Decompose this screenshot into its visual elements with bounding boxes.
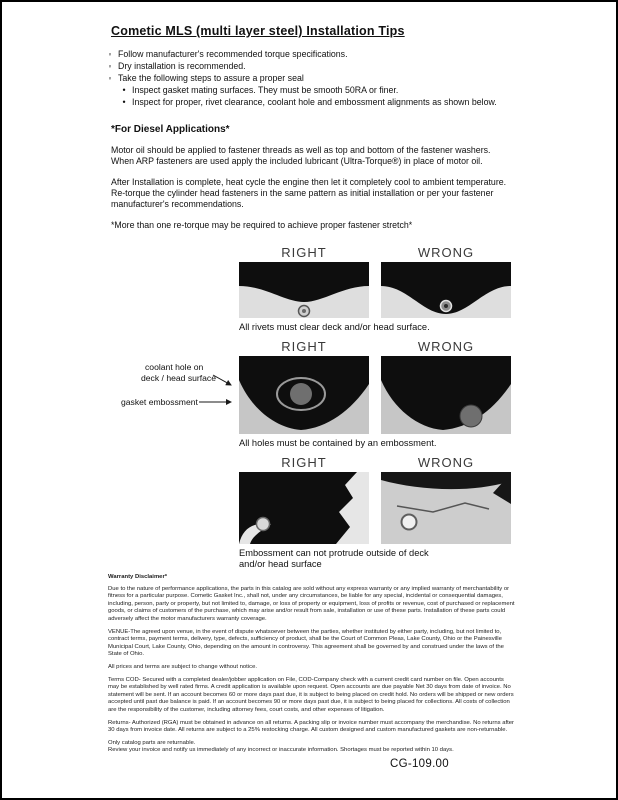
bullet-icon: ◦ [108, 49, 112, 59]
diagram-row-header [239, 455, 511, 470]
diagram-caption: Embossment can not protrude outside of deck and/or head surface [239, 548, 429, 569]
page-title: Cometic MLS (multi layer steel) Installation Tips [111, 24, 405, 38]
bolt-hole-icon [402, 515, 417, 530]
rivet-wrong-panel [381, 262, 511, 318]
tip-bullet [107, 72, 519, 84]
coolant-hole-icon [460, 405, 482, 427]
rivet-right-panel [239, 262, 369, 318]
tip-bullet [107, 48, 519, 60]
returnable-note: Only catalog parts are returnable. [108, 739, 196, 746]
tip-bullet [107, 60, 519, 72]
tip-text: Take the following steps to assure a proper seal [118, 73, 304, 83]
bullet-icon: ◦ [108, 73, 112, 83]
sub-bullet-icon: • [122, 97, 126, 107]
coolant-hole-label-line2: deck / head surface [141, 373, 217, 383]
warranty-disclaimer [108, 574, 516, 755]
right-label: RIGHT [281, 339, 327, 354]
tip-text: Follow manufacturer's recommended torque specifications. [118, 49, 348, 59]
tip-sub-bullet [121, 96, 519, 108]
diesel-paragraph-2: After Installation is complete, heat cycle the engine then let it completely cool to ambient temperature. Re-torque the cylinder head fasteners in the same pattern as initial installation or per your fastener manufacturer's recommendations. [111, 177, 507, 209]
diesel-paragraph-1: Motor oil should be applied to fastener threads as well as top and bottom of the fastener washers. When ARP fasteners are used apply the included lubricant (Ultra-Torque®) in place of motor oil. [111, 145, 491, 166]
embossment-wrong-panel [381, 356, 511, 434]
diagram-caption: All rivets must clear deck and/or head surface. [239, 322, 430, 332]
tips-sub-list [121, 84, 519, 108]
diagram-row-rivets [239, 245, 511, 332]
page-code: CG-109.00 [390, 758, 449, 770]
bolt-hole-icon [257, 518, 270, 531]
wrong-label: WRONG [417, 245, 475, 260]
diagram-caption: All holes must be contained by an embossment. [239, 438, 437, 448]
warranty-paragraph: Due to the nature of performance applications, the parts in this catalog are sold without any express warranty or any implied warranty of merchantability or fitness for a particular purpose. Cometic Gasket Inc., shall not, under any circumstances, be liable for any special, incidental or consequential damages, including, person, party or property, but not limited to, damage, or loss of property or equipment, loss of profits or revenue, cost of purchased or replacement goods, or claims of customers of the purchase, which may arise and/or result from sale, installation or use of these parts. Installation of these parts could adversely affect the motor manufacturers warranty coverage. [108, 585, 515, 622]
bullet-icon: ◦ [108, 61, 112, 71]
invoice-note: Review your invoice and notify us immediately of any incorrect or inaccurate information. Shortages must be reported within 10 days. [108, 747, 454, 754]
protrusion-right-panel [239, 472, 369, 544]
returns-paragraph: Returns- Authorized (RGA) must be obtained in advance on all returns. A packing slip or invoice number must accompany the merchandise. No returns after 30 days from invoice date. All returns are subject to a 25% restocking charge. All custom designed and custom manufactured gaskets are non-returnable. [108, 719, 515, 734]
sub-bullet-icon: • [122, 85, 126, 95]
warranty-heading: Warranty Disclaimer* [108, 574, 168, 580]
main-content [107, 24, 519, 577]
embossment-right-panel [239, 356, 369, 434]
diagram-callouts [99, 356, 233, 434]
right-label: RIGHT [281, 455, 327, 470]
prices-notice: All prices and terms are subject to change without notice. [108, 663, 257, 670]
tips-list [107, 48, 519, 84]
gasket-embossment-label: gasket embossment [121, 397, 198, 407]
tip-text: Dry installation is recommended. [118, 61, 246, 71]
right-label: RIGHT [281, 245, 327, 260]
tip-sub-text: Inspect gasket mating surfaces. They must be smooth 50RA or finer. [132, 85, 399, 95]
venue-paragraph: VENUE-The agreed upon venue, in the event of dispute whatsoever between the parties, whether instituted by either party, including, but not limited to, contract terms, payment terms, delivery, type, defects, sufficiency of product, shall be the Court of Common Pleas, Lake County, Ohio or the Painesville Municipal Court, Lake County, Ohio, depending on the amount in controversy. This agreement shall be governed by and construed under the laws of the State of Ohio. [108, 628, 504, 658]
coolant-hole-label: coolant hole on [145, 362, 204, 372]
diesel-section-heading: *For Diesel Applications* [111, 124, 230, 135]
tip-sub-bullet [121, 84, 519, 96]
protrusion-wrong-panel [381, 472, 511, 544]
diagram-row-holes [121, 339, 511, 448]
retorque-note: *More than one re-torque may be required to achieve proper fastener stretch* [111, 220, 413, 230]
diagram-section [121, 245, 511, 570]
coolant-hole-icon [290, 383, 312, 405]
terms-paragraph: Terms COD- Secured with a completed dealer/jobber application on File, COD-Company check with a current credit card number on file. Open accounts may be established by well rated firms. A credit application is available upon request. Open accounts are due payable Net 30 days from date of invoice. No statement will be sent. If an account becomes 60 or more days past due, it is subject to being placed on credit hold. No orders will be shipped or new orders accepted until past due balance is paid. If an account becomes 90 or more days past due, it is subject to being placed for collections. All costs of collection are the responsibility of the customer, including attorney fees, court costs, and other expenses of litigation. [108, 676, 514, 713]
tip-sub-text: Inspect for proper, rivet clearance, coolant hole and embossment alignments as shown below. [132, 97, 497, 107]
wrong-label: WRONG [417, 339, 475, 354]
wrong-label: WRONG [417, 455, 475, 470]
diagram-row-header [239, 339, 511, 354]
diagram-row-protrusion [239, 455, 511, 570]
diagram-row-header [239, 245, 511, 260]
